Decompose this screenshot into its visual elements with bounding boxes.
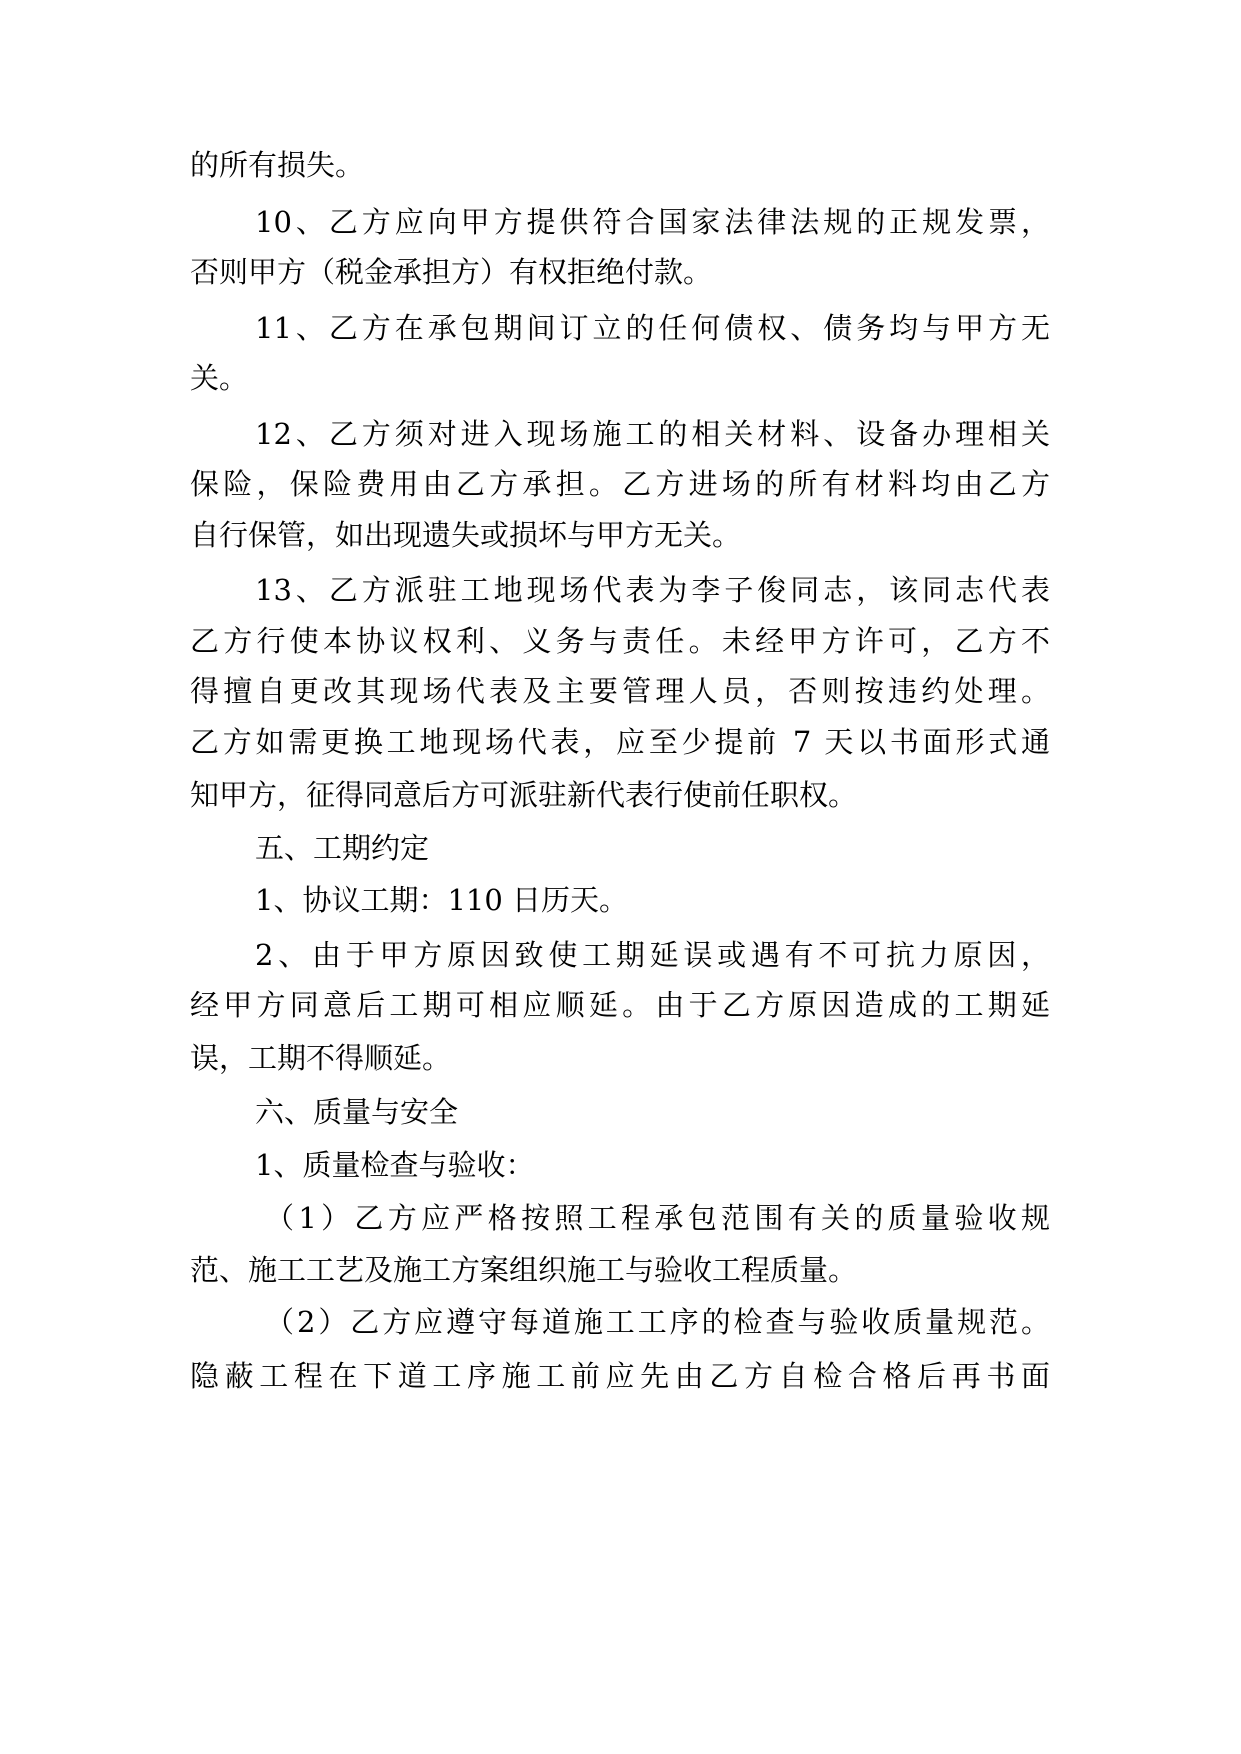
text-line: 得擅自更改其现场代表及主要管理人员，否则按违约处理。 [190, 674, 1050, 708]
clause-schedule-1: 1、协议工期：110 日历天。 [255, 883, 629, 917]
text-line: 误，工期不得顺延。 [190, 1041, 452, 1075]
clause-12: 12、乙方须对进入现场施工的相关材料、设备办理相关 [255, 417, 1050, 451]
text-line: 关。 [190, 361, 249, 395]
clause-quality-1: 1、质量检查与验收： [255, 1148, 535, 1182]
text-line: 经甲方同意后工期可相应顺延。由于乙方原因造成的工期延 [190, 988, 1050, 1022]
text-line: 自行保管，如出现遗失或损坏与甲方无关。 [190, 518, 742, 552]
text-line: 范、施工工艺及施工方案组织施工与验收工程质量。 [190, 1253, 858, 1287]
clause-11: 11、乙方在承包期间订立的任何债权、债务均与甲方无 [255, 311, 1050, 345]
text-line: 乙方行使本协议权利、义务与责任。未经甲方许可，乙方不 [190, 624, 1050, 658]
text-line: 隐蔽工程在下道工序施工前应先由乙方自检合格后再书面 [190, 1359, 1050, 1393]
section-heading-schedule: 五、工期约定 [255, 831, 430, 865]
clause-quality-1-1: （1）乙方应严格按照工程承包范围有关的质量验收规 [265, 1201, 1050, 1235]
text-line: 知甲方，征得同意后方可派驻新代表行使前任职权。 [190, 778, 858, 812]
text-line: 乙方如需更换工地现场代表，应至少提前 7 天以书面形式通 [190, 725, 1050, 759]
section-heading-quality: 六、质量与安全 [255, 1095, 459, 1129]
clause-10: 10、乙方应向甲方提供符合国家法律法规的正规发票， [255, 205, 1050, 239]
clause-quality-1-2: （2）乙方应遵守每道施工工序的检查与验收质量规范。 [265, 1305, 1050, 1339]
text-line: 的所有损失。 [190, 148, 365, 182]
text-line: 保险，保险费用由乙方承担。乙方进场的所有材料均由乙方 [190, 467, 1050, 501]
clause-13: 13、乙方派驻工地现场代表为李子俊同志，该同志代表 [255, 573, 1050, 607]
clause-schedule-2: 2、由于甲方原因致使工期延误或遇有不可抗力原因， [255, 938, 1050, 972]
text-line: 否则甲方（税金承担方）有权拒绝付款。 [190, 255, 713, 289]
